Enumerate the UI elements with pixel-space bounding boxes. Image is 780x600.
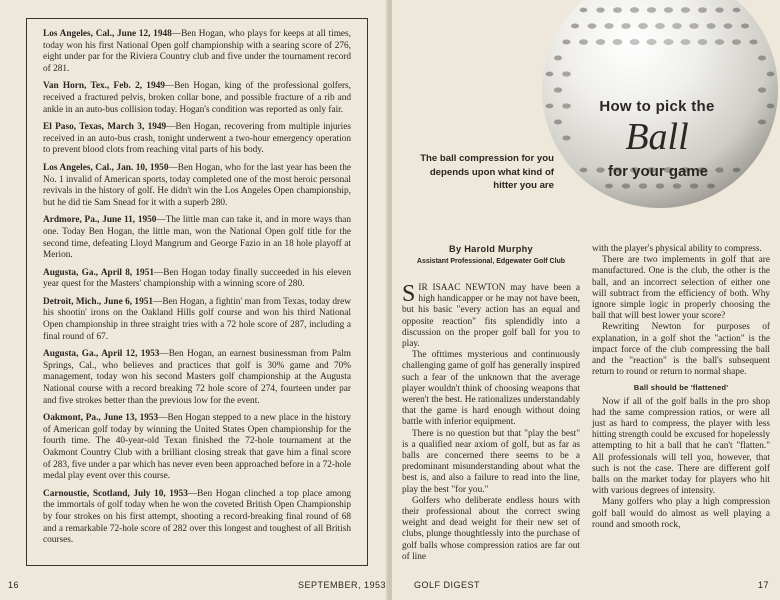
article-paragraph: Rewriting Newton for purposes of explanation, in a golf shot the "action" is the impact force of the club compressing the ball and the "reaction" is the ball's subsequent return to round or return to normal shape.: [592, 322, 770, 378]
magazine-name: GOLF DIGEST: [414, 580, 481, 590]
dimple: [707, 184, 715, 189]
dimple: [562, 71, 571, 76]
dimple: [698, 39, 708, 45]
dispatch-text: —Ben Hogan, king of the professional golfers, received a fractured pelvis, broken collar bone, and possible fracture of a rib and ankle in an auto-bus collision today. Hogan's condition was reported as only fair.: [43, 81, 351, 115]
dimple: [604, 23, 613, 29]
dimple: [554, 87, 562, 92]
dispatch-text: —Ben Hogan, who for the last year has been the No. 1 invalid of American sports, today completed one of the most heroic personal revivals in the history of golf. He didn't win the Los Angeles Open championship, but he did tie Sam Snead for it with a superb 280.: [43, 162, 351, 208]
dimple: [767, 104, 775, 109]
article-column-2: [592, 244, 770, 531]
article-paragraph: There are two implements in golf that are manufactured. One is the club, the other is the ball, and an incorrect selection of either one will subtract from the efficiency of both. Why ignore simple logic in properly choosing the ball that will best lower your score?: [592, 255, 770, 322]
dimple: [613, 39, 623, 45]
dimple: [647, 7, 656, 13]
dimple: [562, 103, 571, 108]
dispatch-dateline: Augusta, Ga., April 8, 1951: [43, 267, 154, 278]
dimple: [546, 104, 554, 109]
dimple: [646, 39, 656, 45]
dispatch-dateline: Ardmore, Pa., June 11, 1950: [43, 215, 157, 226]
lead-text: IR ISAAC NEWTON may have been a high handicapper or he may not have been, but his basic "every action has an equal and opposite reaction" fits splendidly into a discussion on the proper golf ball for you to play.: [402, 283, 580, 350]
dimple: [663, 39, 673, 45]
dimple: [596, 7, 604, 12]
dimple: [562, 39, 570, 44]
dispatch-item: [43, 29, 351, 75]
dispatch-item: [43, 122, 351, 157]
dimple: [571, 24, 579, 29]
dispatch-dateline: Van Horn, Tex., Feb. 2, 1949: [43, 81, 165, 92]
dimple: [724, 23, 733, 28]
article-deck: The ball compression for you depends upon what kind of hitter you are: [420, 153, 554, 192]
article-paragraph: with the player's physical ability to compress.: [592, 244, 762, 254]
dimple: [732, 39, 741, 44]
dispatch-item: [43, 297, 351, 343]
dimple: [758, 120, 766, 125]
dimple: [554, 56, 562, 61]
dispatch-item: [43, 413, 351, 483]
left-page-number: 16: [8, 580, 20, 590]
dimple: [664, 7, 673, 13]
dispatch-text: —The little man can take it, and in more ways than one. Today Ben Hogan, the little man, won the National Open golf title for the second time, defeating Lloyd Mangrum and George Fazio in an 18 hole playoff at Merion.: [43, 215, 351, 261]
article-subhead: Ball should be 'flattened': [633, 383, 729, 393]
dispatch-dateline: Carnoustie, Scotland, July 10, 1953: [43, 488, 188, 499]
dimple: [655, 23, 665, 29]
dimple: [689, 23, 699, 29]
dispatch-text: —Ben Hogan, who plays for keeps at all times, today won his first National Open golf championship with a searing score of 276, eight under par for the Riviera Country club and five under the tournament record of 281.: [43, 29, 352, 74]
dimple: [588, 23, 597, 28]
dispatch-dateline: Los Angeles, Cal., Jan. 10, 1950: [43, 162, 169, 173]
article-lead-paragraph: [402, 283, 580, 350]
dimple: [639, 183, 648, 188]
dimple: [638, 23, 648, 29]
article-paragraph: Golfers who deliberate endless hours with their professional about the correct swing weight and dead weight for their new set of clubs, plunge thoughtlessly into the purchase of golf balls whose compression ratios are far out of line: [402, 495, 580, 562]
author-role: Assistant Professional, Edgewater Golf Club: [416, 258, 566, 265]
dimple: [621, 23, 631, 29]
dimple: [579, 39, 588, 44]
dimple: [690, 183, 698, 188]
byline: [402, 244, 580, 265]
article-paragraph: The ofttimes mysterious and continuously challenging game of golf has generally inspired such a fear of the unknown that the average player wouldn't think of choosing weapons that weren't the best. He rationalizes understandably that the game is hard enough without doing battle with inferior equipment.: [402, 350, 580, 428]
dispatch-item: [43, 268, 351, 291]
article-paragraph: Now if all of the golf balls in the pro shop had the same compression ratios, or were all just as hard to compress, the player with less hitting strength could be excused for hopelessly attempting to hit a ball that he can't "flatten." All professionals will tell you, however, that such is not the case. There are different golf balls on the market today for players who hit with various degrees of intensity.: [592, 396, 770, 497]
dispatch-text: —Ben Hogan, a fightin' man from Texas, today drew his shootin' irons on the Oakland Hills golf course and won his third National Open championship in three straight tries with a 72 hole score of 287, including a final round of 67.: [43, 296, 351, 342]
dimple: [673, 183, 682, 188]
dimple: [681, 7, 690, 13]
dimple: [580, 8, 588, 13]
dispatch-item: [43, 81, 351, 116]
dimple: [715, 7, 723, 12]
right-page: [392, 0, 780, 600]
article-paragraph: Many golfers who play a high compression golf ball would do almost as well playing a round and smooth rock,: [592, 497, 770, 530]
right-page-number: 17: [758, 580, 770, 590]
dispatch-dateline: Detroit, Mich., June 6, 1951: [43, 296, 154, 307]
drop-cap: S: [402, 281, 416, 307]
dispatch-item: [43, 489, 351, 547]
dimple: [630, 39, 640, 45]
dispatch-dateline: Oakmont, Pa., June 13, 1953: [43, 413, 159, 424]
title-line-1: How to pick the: [599, 98, 715, 115]
dimple: [706, 23, 715, 29]
dimple: [767, 72, 775, 77]
article-column-1: [402, 283, 580, 563]
dispatch-item: [43, 163, 351, 209]
dispatch-text: —Ben Hogan, recovering from multiple injuries received in an auto-bus crash, tonight underwent a two-hour emergency operation to prevent blood clots from reaching vital parts of his body.: [43, 122, 351, 156]
dispatch-dateline: Los Angeles, Cal., June 12, 1948: [43, 29, 172, 39]
dimple: [605, 184, 613, 189]
dimple: [681, 39, 691, 45]
hogan-dispatches-box: [26, 18, 368, 566]
article-paragraph: There is no question but that "play the best" is a qualified near axiom of golf, but as far as balls are concerned there seems to be a predominant misunderstanding about what the best is, and also a failure to read into the line, play the best "for you.": [402, 428, 580, 495]
dimple: [596, 39, 605, 45]
dimple: [672, 23, 682, 29]
title-line-2: Ball: [625, 116, 689, 158]
dimple: [758, 87, 766, 92]
issue-date: SEPTEMBER, 1953: [298, 580, 387, 590]
dispatch-text: —Ben Hogan today finally succeeded in his eleven year quest for the Masters' championship with a winning score of 280.: [43, 267, 351, 290]
dimple: [733, 8, 741, 13]
dimple: [715, 39, 724, 45]
dimple: [554, 120, 562, 125]
title-line-3: for your game: [607, 163, 709, 180]
dispatch-text: —Ben Hogan, an earnest businessman from Palm Springs, Cal., who believes and practices that golf is 30% game and 70% management, today won his second Masters golf championship at the Augusta National course with a record breaking 72 hole score of 274, fourteen under par and five strokes better than the previous low for the event.: [43, 349, 351, 406]
dimple: [758, 56, 766, 61]
dimple: [546, 72, 554, 77]
author-name: By Harold Murphy: [449, 244, 533, 254]
dispatch-item: [43, 215, 351, 261]
dimple: [698, 7, 707, 12]
dispatch-dateline: Augusta, Ga., April 12, 1953: [43, 349, 160, 360]
dimple: [741, 24, 749, 29]
dispatch-item: [43, 349, 351, 407]
dispatch-text: —Ben Hogan stepped to a new place in the history of American golf today by winning the United States Open championship for the fourth time. The 40-year-old Texan finished the 72-hole tournament at the Oakmont Country Club with a brilliant closing streak that gave him a final score of 283, five under a par which has never even been approached before in a 72-hole medal play event over this course.: [43, 413, 352, 482]
left-page: [0, 0, 388, 600]
dispatch-text: —Ben Hogan clinched a top place among the immortals of golf today when he won the coveted British Open Championship by four strokes on his first attempt, shooting a record-breaking final round of 68 and a remarkable 72-hole score of 282 over this longest and toughest of all British courses.: [43, 488, 351, 546]
dimple: [622, 183, 630, 188]
dimple: [562, 135, 570, 140]
dispatch-dateline: El Paso, Texas, March 3, 1949: [43, 122, 167, 133]
dimple: [749, 39, 757, 44]
dimple: [630, 7, 639, 13]
dimple: [656, 183, 665, 188]
dimple: [613, 7, 622, 12]
